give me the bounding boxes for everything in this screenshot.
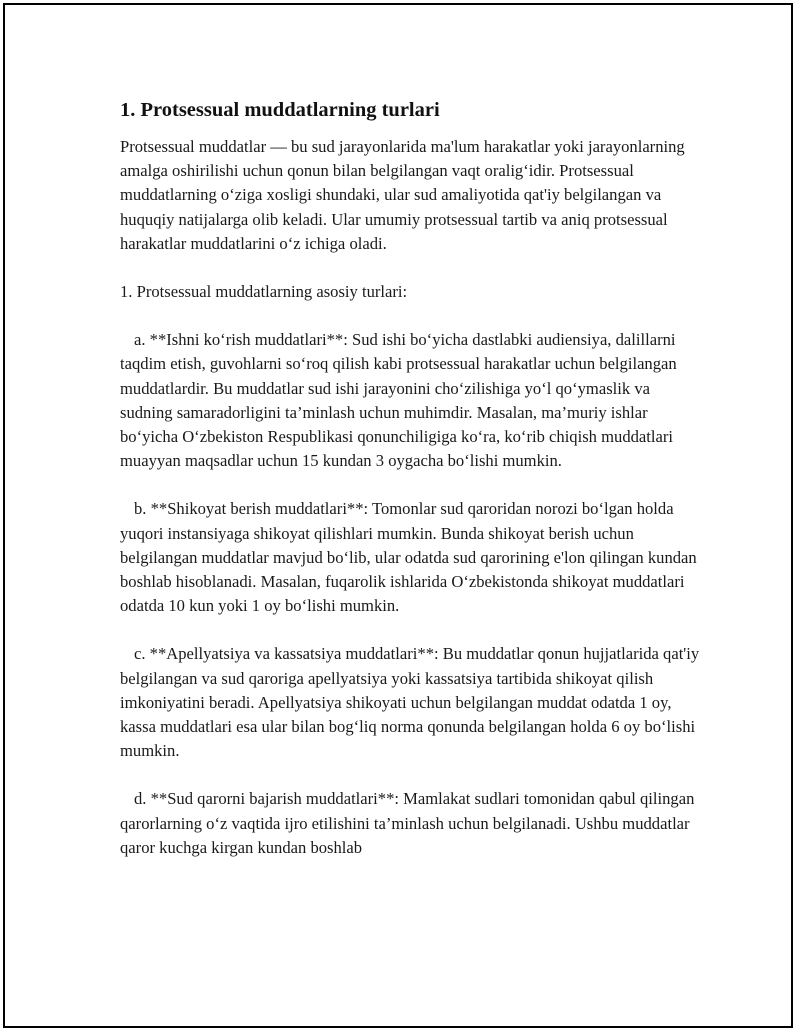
list-item-b: b. **Shikoyat berish muddatlari**: Tomonlar sud qaroridan norozi bo‘lgan holda yuqori instansiyaga shikoyat qilishlari mumkin. Bunda shikoyat berish uchun belgilangan muddatlar mavjud bo‘lib, ular odatda sud qarorining e'lon qilingan kundan boshlab hisoblanadi. Masalan, fuqarolik ishlarida O‘zbekistonda shikoyat muddatlari odatda 10 kun yoki 1 oy bo‘lishi mumkin. — [120, 499, 697, 616]
list-item-d: d. **Sud qarorni bajarish muddatlari**: Mamlakat sudlari tomonidan qabul qilingan qarorlarning o‘z vaqtida ijro etilishini ta’minlash uchun belgilanadi. Ushbu muddatlar qaror kuchga kirgan kundan boshlab — [120, 789, 695, 857]
document-body — [120, 97, 700, 884]
list-heading: 1. Protsessual muddatlarning asosiy turlari: — [120, 282, 408, 302]
page-frame — [3, 3, 793, 1028]
list-item-c: c. **Apellyatsiya va kassatsiya muddatlari**: Bu muddatlar qonun hujjatlarida qat'iy belgilangan va sud qaroriga apellyatsiya yoki kassatsiya tartibida shikoyat qilish imkoniyatini beradi. Apellyatsiya shikoyati uchun belgilangan muddat odatda 1 oy, kassa muddatlari esa ular bilan bog‘liq norma qonunda belgilangan holda 6 oy bo‘lishi mumkin. — [120, 644, 700, 761]
intro-paragraph: Protsessual muddatlar — bu sud jarayonlarida ma'lum harakatlar yoki jarayonlarning amalga oshirilishi uchun qonun bilan belgilangan vaqt oralig‘idir. Protsessual muddatlarning o‘ziga xosligi shundaki, ular sud amaliyotida qat'iy belgilangan va huquqiy natijalarga olib keladi. Ular umumiy protsessual tartib va aniq protsessual harakatlar muddatlarini o‘z ichiga oladi. — [120, 137, 685, 253]
document-title: 1. Protsessual muddatlarning turlari — [120, 99, 440, 121]
list-item-a: a. **Ishni ko‘rish muddatlari**: Sud ishi bo‘yicha dastlabki audiensiya, dalillarni taqdim etish, guvohlarni so‘roq qilish kabi protsessual harakatlar uchun belgilangan muddatlardir. Bu muddatlar sud ishi jarayonini cho‘zilishiga yo‘l qo‘ymaslik va sudning samaradorligini ta’minlash uchun muhimdir. Masalan, ma’muriy ishlar bo‘yicha O‘zbekiston Respublikasi qonunchiligiga ko‘ra, ko‘rib chiqish muddatlari muayyan maqsadlar uchun 15 kundan 3 oygacha bo‘lishi mumkin. — [120, 330, 677, 471]
